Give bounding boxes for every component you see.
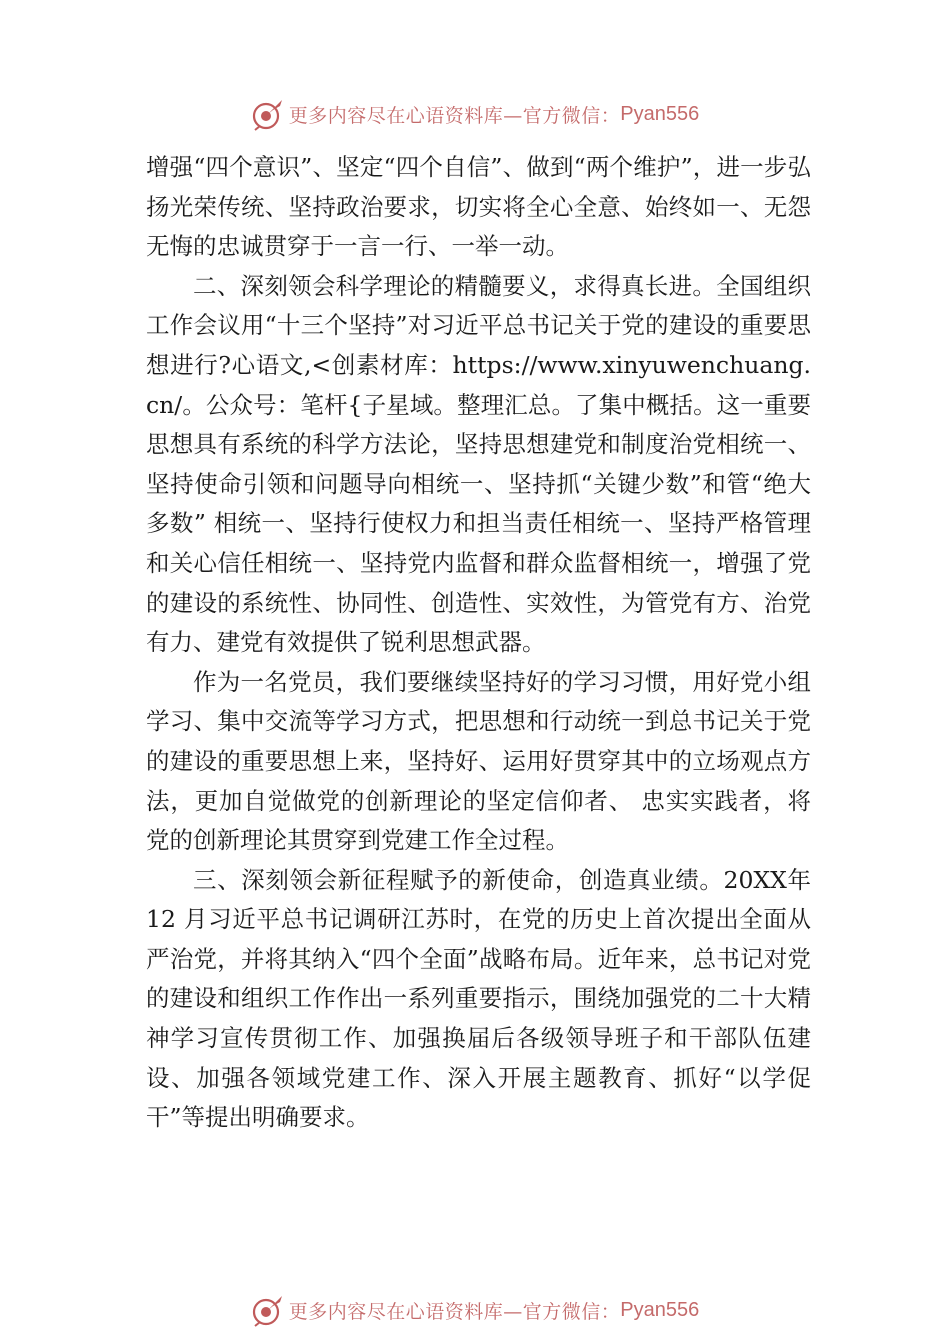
quill-pen-logo-icon xyxy=(251,97,285,131)
quill-pen-logo-icon xyxy=(251,1293,285,1327)
footer-banner xyxy=(0,1290,950,1330)
paragraph: 三、深刻领会新征程赋予的新使命，创造真业绩。20XX年 12 月习近平总书记调研江苏时，在党的历史上首次提出全面从严治党，并将其纳入“四个全面”战略布局。近年来，总书记对党的建设和组织工作作出一系列重要指示，围绕加强党的二十大精神学习宣传贯彻工作、加强换届后各级领导班子和干部队伍建设、加强各领域党建工作、深入开展主题教育、抓好“以学促干”等提出明确要求。 xyxy=(146,865,811,1132)
paragraph: 二、深刻领会科学理论的精髓要义，求得真长进。全国组织工作会议用“十三个坚持”对习近平总书记关于党的建设的重要思想进行?心语文,<创素材库：https://www.xinyuwenchuang.cn/。公众号：笔杆{子星域。整理汇总。了集中概括。这一重要思想具有系统的科学方法论，坚持思想建党和制度治党相统一、坚持使命引领和问题导向相统一、坚持抓“关键少数”和管“绝大多数” 相统一、坚持行使权力和担当责任相统一、坚持严格管理和关心信任相统一、坚持党内监督和群众监督相统一，增强了党的建设的系统性、协同性、创造性、实效性，为管党有方、治党有力、建党有效提供了锐利思想武器。 xyxy=(146,271,811,657)
header-contact: Pyan556 xyxy=(620,102,700,125)
paragraph: 增强“四个意识”、坚定“四个自信”、做到“两个维护”，进一步弘扬光荣传统、坚持政治要求，切实将全心全意、始终如一、无怨无悔的忠诚贯穿于一言一行、一举一动。 xyxy=(146,153,811,261)
header-banner-text: 更多内容尽在心语资料库—官方微信： xyxy=(288,104,621,127)
footer-banner-text: 更多内容尽在心语资料库—官方微信： xyxy=(288,1300,621,1323)
document-body xyxy=(146,148,811,1138)
header-banner xyxy=(0,94,950,134)
paragraph: 作为一名党员，我们要继续坚持好的学习习惯，用好党小组学习、集中交流等学习方式，把思想和行动统一到总书记关于党的建设的重要思想上来，坚持好、运用好贯穿其中的立场观点方法，更加自觉做党的创新理论的坚定信仰者、 忠实实践者，将党的创新理论其贯穿到党建工作全过程。 xyxy=(146,667,811,855)
footer-contact: Pyan556 xyxy=(620,1298,700,1321)
